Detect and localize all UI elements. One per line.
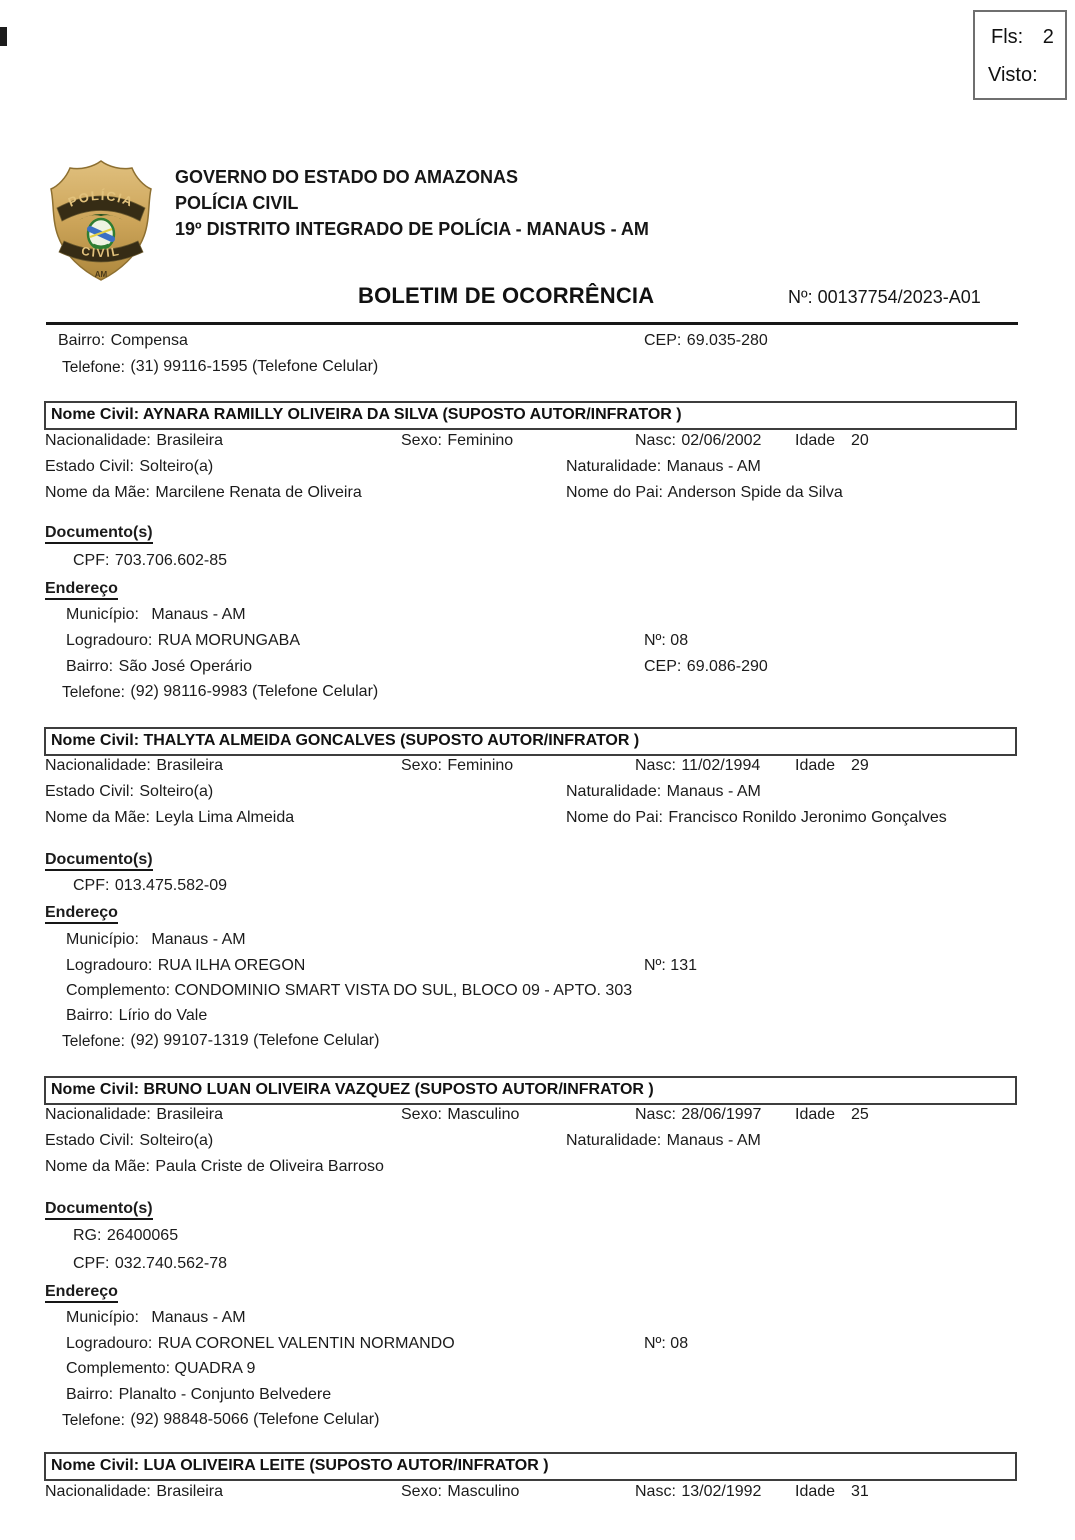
nasc-value: 02/06/2002 (681, 432, 762, 449)
cpf-label: CPF: (73, 877, 110, 894)
estado-civil-field (45, 782, 213, 802)
sexo-field (401, 431, 513, 451)
svg-text:CIVIL (80, 244, 122, 260)
sexo-field (401, 1482, 519, 1502)
cpf-label: CPF: (73, 552, 110, 569)
complemento-field (66, 981, 632, 1001)
telefone-value: (92) 98848-5066 (Telefone Celular) (130, 1411, 380, 1428)
nome-mae-label: Nome da Mãe: (45, 484, 150, 501)
cpf-label: CPF: (73, 1255, 110, 1272)
endereco-heading: Endereço (45, 1282, 118, 1302)
nasc-value: 13/02/1992 (681, 1483, 762, 1500)
naturalidade-field (566, 1131, 761, 1151)
numero-label: Nº: (644, 957, 666, 974)
idade-label: Idade (795, 1106, 836, 1123)
estado-civil-value: Solteiro(a) (139, 458, 214, 475)
letterhead-line-government: GOVERNO DO ESTADO DO AMAZONAS (175, 167, 519, 187)
rg-value: 26400065 (106, 1227, 179, 1244)
rg-field (73, 1226, 178, 1246)
nacionalidade-value: Brasileira (156, 1483, 223, 1500)
documentos-heading: Documento(s) (45, 850, 153, 870)
nome-civil-value: LUA OLIVEIRA LEITE (143, 1457, 305, 1474)
bairro-field (66, 657, 252, 677)
logradouro-value: RUA ILHA OREGON (157, 957, 306, 974)
logradouro-value: RUA MORUNGABA (157, 632, 300, 649)
telefone-label: Telefone: (62, 1033, 125, 1050)
fls-label: Fls: (991, 26, 1024, 48)
bairro-value: Lírio do Vale (118, 1007, 208, 1024)
sexo-label: Sexo: (401, 1483, 442, 1500)
estado-civil-value: Solteiro(a) (139, 1132, 214, 1149)
logradouro-field (66, 1334, 455, 1354)
numero-value: 08 (670, 1335, 689, 1352)
bairro-label: Bairro: (66, 1007, 114, 1024)
cpf-value: 013.475.582-09 (114, 877, 228, 894)
nacionalidade-field (45, 1105, 223, 1125)
nasc-field (635, 756, 760, 776)
logradouro-label: Logradouro: (66, 957, 153, 974)
numero-field (644, 631, 688, 651)
estado-civil-label: Estado Civil: (45, 1132, 134, 1149)
numero-value: 131 (670, 957, 697, 974)
nasc-label: Nasc: (635, 1106, 676, 1123)
complemento-label: Complemento: (66, 982, 171, 999)
sexo-value: Masculino (447, 1483, 520, 1500)
nome-mae-value: Leyla Lima Almeida (155, 809, 295, 826)
cep-label: CEP: (644, 332, 682, 349)
sexo-label: Sexo: (401, 757, 442, 774)
numero-label: Nº: (644, 632, 666, 649)
person-header-box (44, 1076, 1017, 1105)
idade-value: 25 (851, 1106, 869, 1123)
nasc-field (635, 1105, 761, 1125)
nome-civil-role: (SUPOSTO AUTOR/INFRATOR ) (309, 1457, 549, 1474)
telefone-field (62, 357, 378, 377)
badge-state-text: AM (94, 270, 108, 279)
scan-artifact (0, 27, 7, 46)
telefone-label: Telefone: (62, 1412, 125, 1429)
idade-label: Idade (795, 432, 836, 449)
bairro-value: Compensa (110, 332, 188, 349)
nome-pai-label: Nome do Pai: (566, 809, 663, 826)
logradouro-label: Logradouro: (66, 632, 153, 649)
municipio-value: Manaus - AM (151, 1309, 246, 1326)
fls-value: 2 (1042, 26, 1054, 48)
visto-line (988, 63, 1038, 87)
person-header-box (44, 727, 1017, 756)
documentos-heading: Documento(s) (45, 523, 153, 543)
estado-civil-field (45, 457, 213, 477)
nome-civil-value: THALYTA ALMEIDA GONCALVES (143, 732, 396, 749)
nome-civil-label: Nome Civil: (51, 1457, 140, 1474)
documentos-heading: Documento(s) (45, 1199, 153, 1219)
estado-civil-value: Solteiro(a) (139, 783, 214, 800)
complemento-value: QUADRA 9 (174, 1360, 256, 1377)
complemento-label: Complemento: (66, 1360, 171, 1377)
cpf-field (73, 1254, 227, 1274)
visto-label: Visto: (988, 64, 1038, 86)
nome-civil-role: (SUPOSTO AUTOR/INFRATOR ) (400, 732, 640, 749)
bairro-value: São José Operário (118, 658, 252, 675)
estado-civil-label: Estado Civil: (45, 458, 134, 475)
telefone-field (62, 1031, 379, 1051)
telefone-value: (31) 99116-1595 (Telefone Celular) (130, 358, 379, 375)
sexo-value: Feminino (447, 432, 514, 449)
municipio-value: Manaus - AM (151, 931, 246, 948)
sexo-field (401, 1105, 519, 1125)
nome-mae-field (45, 808, 294, 828)
nome-civil-role: (SUPOSTO AUTOR/INFRATOR ) (414, 1081, 654, 1098)
bairro-label: Bairro: (66, 1386, 114, 1403)
nome-mae-value: Marcilene Renata de Oliveira (155, 484, 362, 501)
nome-pai-label: Nome do Pai: (566, 484, 663, 501)
cpf-field (73, 551, 227, 571)
municipio-value: Manaus - AM (151, 606, 246, 623)
numero-value: 08 (670, 632, 689, 649)
nome-mae-label: Nome da Mãe: (45, 1158, 150, 1175)
bairro-label: Bairro: (66, 658, 114, 675)
bairro-label: Bairro: (58, 332, 106, 349)
nome-civil-value: BRUNO LUAN OLIVEIRA VAZQUEZ (143, 1081, 411, 1098)
numero-label: Nº: (644, 1335, 666, 1352)
bairro-field (66, 1385, 331, 1405)
nacionalidade-field (45, 1482, 223, 1502)
telefone-label: Telefone: (62, 359, 125, 376)
telefone-value: (92) 98116-9983 (Telefone Celular) (130, 683, 379, 700)
telefone-field (62, 1410, 379, 1430)
sexo-label: Sexo: (401, 1106, 442, 1123)
logradouro-field (66, 631, 300, 651)
policia-civil-badge-logo (45, 158, 157, 284)
endereco-heading: Endereço (45, 579, 118, 599)
municipio-field (66, 1308, 246, 1328)
municipio-label: Município: (66, 1309, 139, 1326)
nome-civil-line (51, 732, 639, 750)
rg-label: RG: (73, 1227, 102, 1244)
idade-label: Idade (795, 1483, 836, 1500)
nacionalidade-label: Nacionalidade: (45, 1106, 151, 1123)
idade-value: 29 (851, 757, 869, 774)
nasc-field (635, 1482, 761, 1502)
nasc-field (635, 431, 761, 451)
naturalidade-field (566, 782, 761, 802)
estado-civil-label: Estado Civil: (45, 783, 134, 800)
nome-mae-field (45, 483, 362, 503)
nome-mae-field (45, 1157, 384, 1177)
header-rule (46, 322, 1018, 325)
sexo-value: Masculino (447, 1106, 520, 1123)
naturalidade-field (566, 457, 761, 477)
nacionalidade-field (45, 431, 223, 451)
nacionalidade-label: Nacionalidade: (45, 1483, 151, 1500)
telefone-field (62, 682, 378, 702)
endereco-heading: Endereço (45, 903, 118, 923)
municipio-label: Município: (66, 931, 139, 948)
nome-civil-label: Nome Civil: (51, 406, 140, 423)
cpf-value: 703.706.602-85 (114, 552, 228, 569)
document-title: BOLETIM DE OCORRÊNCIA (358, 283, 655, 308)
estado-civil-field (45, 1131, 213, 1151)
cep-label: CEP: (644, 658, 682, 675)
nome-pai-value: Francisco Ronildo Jeronimo Gonçalves (668, 809, 947, 826)
nome-pai-value: Anderson Spide da Silva (667, 484, 843, 501)
person-header-box (44, 1452, 1017, 1481)
nacionalidade-value: Brasileira (156, 757, 223, 774)
fls-line (991, 25, 1054, 49)
document-number-value: 00137754/2023-A01 (817, 287, 981, 307)
complemento-value: CONDOMINIO SMART VISTA DO SUL, BLOCO 09 - APTO. 303 (174, 982, 633, 999)
telefone-value: (92) 99107-1319 (Telefone Celular) (130, 1032, 380, 1049)
logradouro-field (66, 956, 305, 976)
nacionalidade-value: Brasileira (156, 432, 223, 449)
municipio-field (66, 930, 246, 950)
bairro-field (58, 331, 188, 351)
bairro-field (66, 1006, 207, 1026)
nome-pai-field (566, 808, 947, 828)
document-number (788, 287, 981, 308)
nome-civil-line (51, 1457, 549, 1475)
cep-field (644, 657, 768, 677)
idade-value: 31 (851, 1483, 869, 1500)
nacionalidade-label: Nacionalidade: (45, 432, 151, 449)
document-number-label: Nº: (788, 287, 813, 307)
cpf-value: 032.740.562-78 (114, 1255, 228, 1272)
sexo-label: Sexo: (401, 432, 442, 449)
complemento-field (66, 1359, 255, 1379)
logradouro-label: Logradouro: (66, 1335, 153, 1352)
nome-mae-label: Nome da Mãe: (45, 809, 150, 826)
nome-civil-label: Nome Civil: (51, 1081, 140, 1098)
sexo-field (401, 756, 513, 776)
bairro-value: Planalto - Conjunto Belvedere (118, 1386, 332, 1403)
naturalidade-label: Naturalidade: (566, 458, 662, 475)
nasc-label: Nasc: (635, 432, 676, 449)
telefone-label: Telefone: (62, 684, 125, 701)
cep-value: 69.035-280 (686, 332, 768, 349)
person-header-box (44, 401, 1017, 430)
nacionalidade-label: Nacionalidade: (45, 757, 151, 774)
folio-box (973, 10, 1067, 100)
nome-civil-line (51, 406, 682, 424)
nome-civil-role: (SUPOSTO AUTOR/INFRATOR ) (442, 406, 682, 423)
nome-civil-value: AYNARA RAMILLY OLIVEIRA DA SILVA (142, 406, 439, 423)
municipio-field (66, 605, 246, 625)
naturalidade-value: Manaus - AM (666, 458, 761, 475)
nome-civil-line (51, 1081, 654, 1099)
sexo-value: Feminino (447, 757, 514, 774)
naturalidade-value: Manaus - AM (666, 1132, 761, 1149)
letterhead-line-distrito: 19º DISTRITO INTEGRADO DE POLÍCIA - MANAUS - AM (175, 219, 649, 239)
logradouro-value: RUA CORONEL VALENTIN NORMANDO (157, 1335, 455, 1352)
nasc-value: 11/02/1994 (681, 757, 761, 774)
idade-value: 20 (851, 432, 869, 449)
nome-mae-value: Paula Criste de Oliveira Barroso (155, 1158, 384, 1175)
nasc-label: Nasc: (635, 757, 676, 774)
nacionalidade-field (45, 756, 223, 776)
naturalidade-value: Manaus - AM (666, 783, 761, 800)
naturalidade-label: Naturalidade: (566, 1132, 662, 1149)
badge-top-banner-text: POLÍCIA (65, 187, 137, 210)
letterhead (175, 164, 649, 242)
nome-civil-label: Nome Civil: (51, 732, 140, 749)
cep-value: 69.086-290 (686, 658, 768, 675)
nasc-label: Nasc: (635, 1483, 676, 1500)
municipio-label: Município: (66, 606, 139, 623)
cpf-field (73, 876, 227, 896)
cep-field (644, 331, 768, 351)
naturalidade-label: Naturalidade: (566, 783, 662, 800)
numero-field (644, 956, 697, 976)
nome-pai-field (566, 483, 843, 503)
badge-bottom-banner-text: CIVIL (80, 243, 122, 261)
numero-field (644, 1334, 688, 1354)
letterhead-line-policia-civil: POLÍCIA CIVIL (175, 193, 299, 213)
nacionalidade-value: Brasileira (156, 1106, 223, 1123)
idade-label: Idade (795, 757, 836, 774)
nasc-value: 28/06/1997 (681, 1106, 762, 1123)
